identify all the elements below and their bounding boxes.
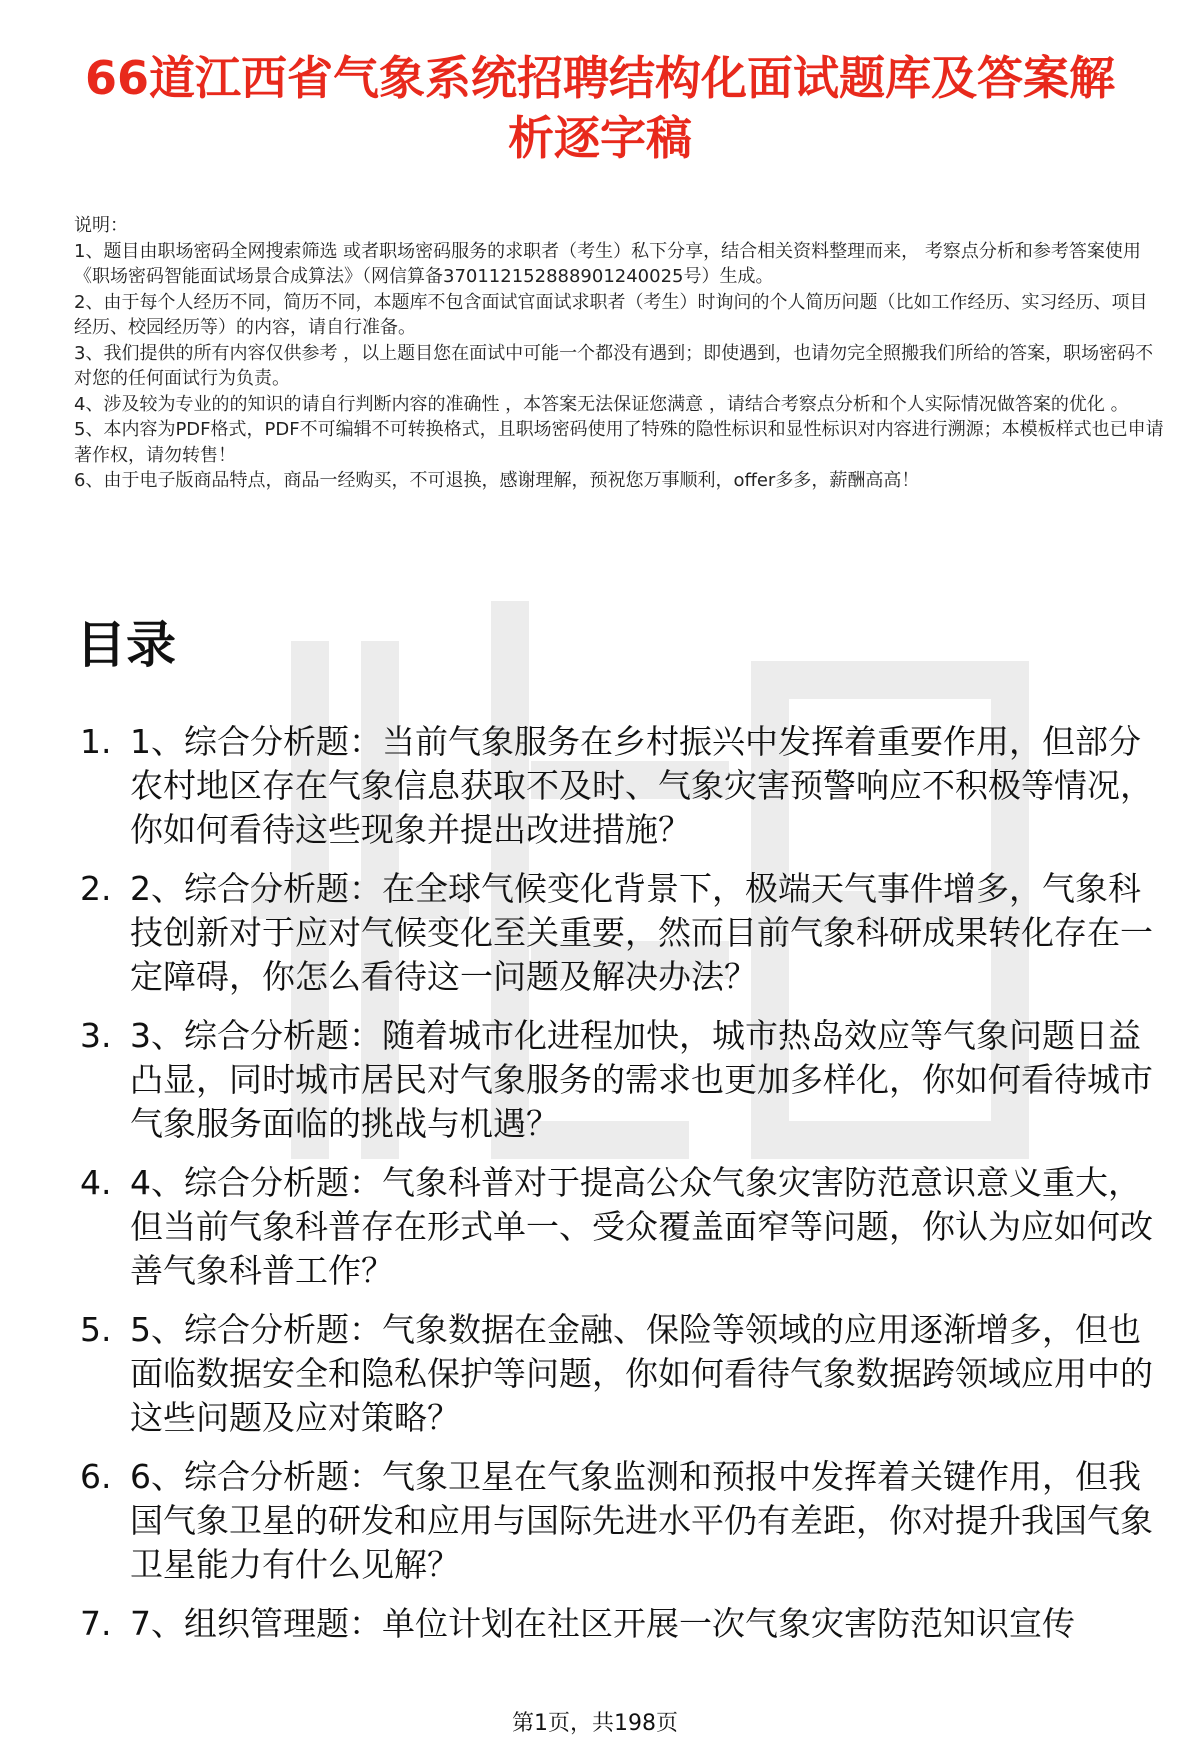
note-item: 2、由于每个人经历不同，简历不同，本题库不包含面试官面试求职者（考生）时询问的个人简历问题（比如工作经历、实习经历、项目经历、校园经历等）的内容，请自行准备。	[74, 291, 1148, 338]
toc-item-number: 3.	[80, 1016, 112, 1055]
note-item: 4、涉及较为专业的的知识的请自行判断内容的准确性 ，本答案无法保证您满意 ，请结合考察点分析和个人实际情况做答案的优化 。	[74, 393, 1129, 415]
toc-item[interactable]	[72, 867, 1172, 999]
toc-item[interactable]	[72, 1602, 1172, 1646]
toc-item[interactable]	[72, 1455, 1172, 1587]
toc-item-number: 1.	[80, 722, 112, 761]
note-item: 1、题目由职场密码全网搜索筛选 或者职场密码服务的求职者（考生）私下分享，结合相关资料整理而来， 考察点分析和参考答案使用《职场密码智能面试场景合成算法》（网信算备370112152888901240025号）生成。	[74, 240, 1141, 287]
toc-item-text: 3、综合分析题：随着城市化进程加快，城市热岛效应等气象问题日益凸显，同时城市居民对气象服务的需求也更加多样化，你如何看待城市气象服务面临的挑战与机遇？	[130, 1016, 1153, 1143]
toc-heading: 目录	[76, 616, 176, 674]
toc-item-number: 5.	[80, 1310, 112, 1349]
note-item: 5、本内容为PDF格式，PDF不可编辑不可转换格式，且职场密码使用了特殊的隐性标识和显性标识对内容进行溯源；本模板样式也已申请著作权，请勿转售！	[74, 419, 1164, 466]
toc-item-text: 6、综合分析题：气象卫星在气象监测和预报中发挥着关键作用，但我国气象卫星的研发和应用与国际先进水平仍有差距，你对提升我国气象卫星能力有什么见解？	[130, 1457, 1153, 1584]
toc-item-text: 7、组织管理题：单位计划在社区开展一次气象灾害防范知识宣传	[130, 1604, 1075, 1643]
toc-item-number: 7.	[80, 1604, 112, 1643]
toc-item-number: 6.	[80, 1457, 112, 1496]
toc-item[interactable]	[72, 1308, 1172, 1440]
toc-item[interactable]	[72, 1014, 1172, 1146]
toc-item-text: 5、综合分析题：气象数据在金融、保险等领域的应用逐渐增多，但也面临数据安全和隐私保护等问题，你如何看待气象数据跨领域应用中的这些问题及应对策略？	[130, 1310, 1153, 1437]
toc-item-text: 1、综合分析题：当前气象服务在乡村振兴中发挥着重要作用，但部分农村地区存在气象信息获取不及时、气象灾害预警响应不积极等情况，你如何看待这些现象并提出改进措施？	[130, 722, 1153, 849]
toc-item-number: 4.	[80, 1163, 112, 1202]
notes-heading: 说明：	[74, 215, 128, 236]
toc-item-number: 2.	[80, 869, 112, 908]
document-title: 66道江西省气象系统招聘结构化面试题库及答案解析逐字稿	[84, 51, 1115, 165]
toc-item[interactable]	[72, 720, 1172, 852]
toc-item[interactable]	[72, 1161, 1172, 1293]
notes-section	[74, 213, 1164, 494]
toc-item-text: 2、综合分析题：在全球气候变化背景下，极端天气事件增多，气象科技创新对于应对气候变化至关重要，然而目前气象科研成果转化存在一定障碍，你怎么看待这一问题及解决办法？	[130, 869, 1153, 996]
note-item: 6、由于电子版商品特点，商品一经购买，不可退换，感谢理解，预祝您万事顺利，offer多多，薪酬高高！	[74, 470, 920, 491]
toc-item-text: 4、综合分析题：气象科普对于提高公众气象灾害防范意识意义重大，但当前气象科普存在形式单一、受众覆盖面窄等问题，你认为应如何改善气象科普工作？	[130, 1163, 1153, 1290]
toc-list	[72, 720, 1172, 1661]
note-item: 3、我们提供的所有内容仅供参考 ，以上题目您在面试中可能一个都没有遇到；即使遇到，也请勿完全照搬我们所给的答案，职场密码不对您的任何面试行为负责。	[74, 342, 1154, 389]
page-footer: 第1页，共198页	[512, 1711, 678, 1736]
